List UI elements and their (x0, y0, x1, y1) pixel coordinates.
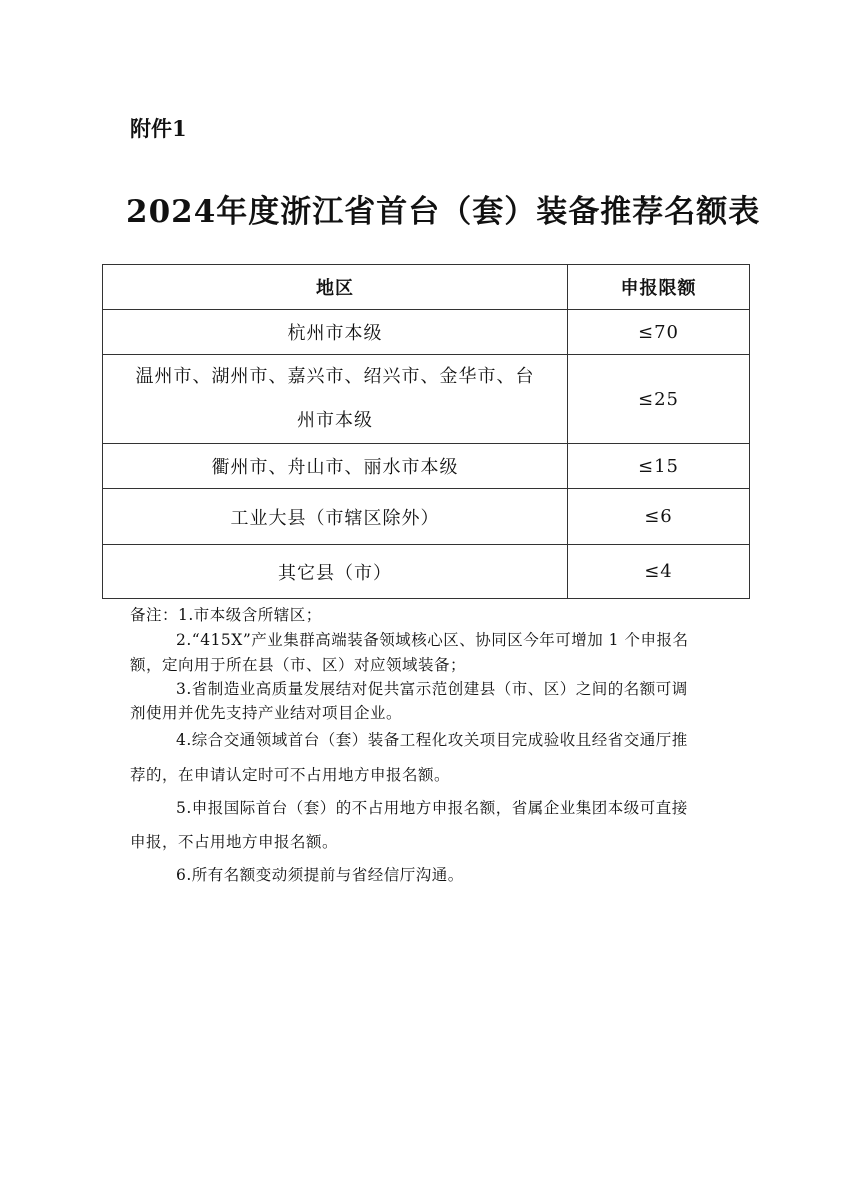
limit-cell: ≤70 (568, 310, 750, 355)
table-row (103, 545, 750, 599)
region-cell: 其它县（市） (103, 545, 568, 599)
note-3-line-2: 剂使用并优先支持产业结对项目企业。 (130, 704, 403, 722)
table-row (103, 444, 750, 489)
attachment-label: 附件1 (130, 116, 187, 141)
table-row (103, 489, 750, 545)
region-cell: 衢州市、舟山市、丽水市本级 (103, 444, 568, 489)
region-cell: 工业大县（市辖区除外） (103, 489, 568, 545)
header-region: 地区 (103, 265, 568, 310)
note-6: 6.所有名额变动须提前与省经信厅沟通。 (176, 866, 464, 884)
header-limit: 申报限额 (568, 265, 750, 310)
note-1: 备注：1.市本级含所辖区； (130, 606, 322, 624)
quota-table (102, 264, 750, 599)
table-row (103, 355, 750, 444)
region-cell: 杭州市本级 (103, 310, 568, 355)
note-2-line-1: 2.“415X”产业集群高端装备领域核心区、协同区今年可增加 1 个申报名 (176, 631, 689, 649)
note-2-line-2: 额，定向用于所在县（市、区）对应领域装备； (130, 656, 467, 674)
table-row (103, 310, 750, 355)
limit-cell: ≤25 (568, 355, 750, 444)
page-title: 2024年度浙江省首台（套）装备推荐名额表 (126, 194, 761, 230)
region-cell (103, 355, 568, 444)
note-3-line-1: 3.省制造业高质量发展结对促共富示范创建县（市、区）之间的名额可调 (176, 680, 688, 698)
region-line-1: 温州市、湖州市、嘉兴市、绍兴市、金华市、台 (135, 366, 535, 387)
limit-cell: ≤4 (568, 545, 750, 599)
table-header-row (103, 265, 750, 310)
region-line-2: 州市本级 (297, 410, 373, 431)
limit-cell: ≤6 (568, 489, 750, 545)
note-5-line-2: 申报，不占用地方申报名额。 (130, 833, 339, 851)
note-5-line-1: 5.申报国际首台（套）的不占用地方申报名额，省属企业集团本级可直接 (176, 799, 688, 817)
limit-cell: ≤15 (568, 444, 750, 489)
note-4-line-2: 荐的，在申请认定时可不占用地方申报名额。 (130, 766, 451, 784)
note-4-line-1: 4.综合交通领域首台（套）装备工程化攻关项目完成验收且经省交通厅推 (176, 731, 688, 749)
